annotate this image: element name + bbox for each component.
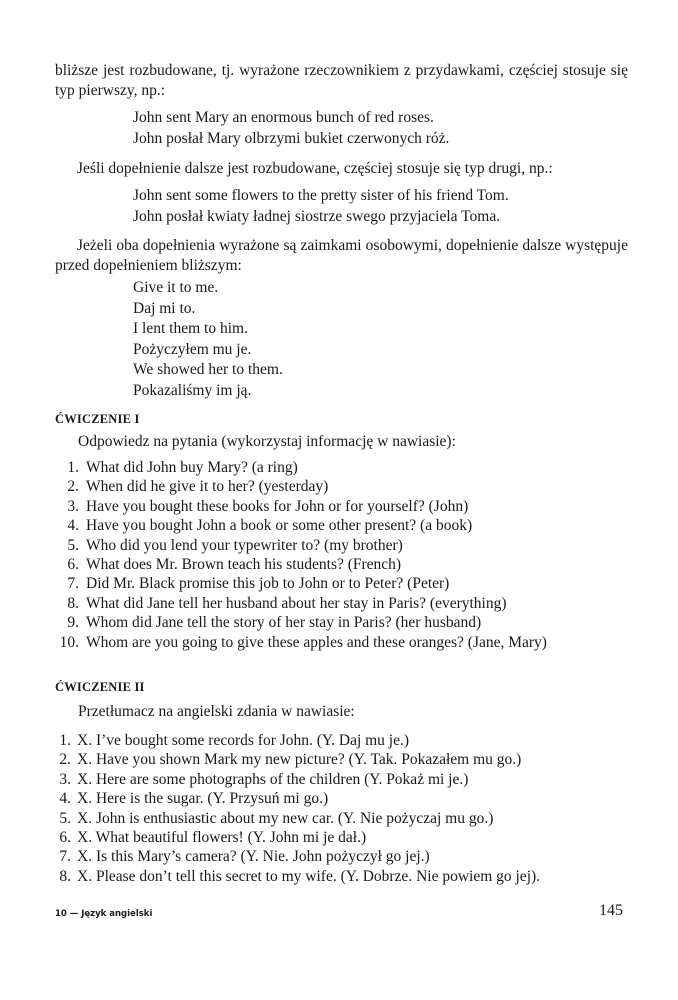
list-item	[55, 458, 628, 477]
list-item	[55, 867, 628, 886]
item-text: What does Mr. Brown teach his students? (French)	[86, 556, 402, 574]
example-block-3	[133, 278, 283, 401]
item-number: 5.	[67, 536, 79, 554]
item-text: Have you bought these books for John or for yourself? (John)	[86, 497, 469, 515]
item-text: X. Here are some photographs of the children (Y. Pokaż mi je.)	[77, 770, 469, 788]
exercise-2-heading: ĆWICZENIE II	[55, 680, 145, 694]
item-number: 1.	[59, 732, 71, 749]
list-item	[55, 516, 628, 535]
list-item	[55, 536, 628, 555]
exercise-2-list	[55, 731, 628, 886]
example-line: John sent Mary an enormous bunch of red roses.	[133, 109, 434, 126]
example-line: Give it to me.	[133, 279, 219, 296]
page-number: 145	[599, 902, 623, 919]
signature-mark: 10 — Język angielski	[55, 909, 153, 919]
list-item	[55, 594, 628, 613]
item-number: 6.	[59, 829, 71, 847]
list-item	[55, 847, 628, 866]
item-number: 8.	[67, 594, 79, 612]
item-text: Who did you lend your typewriter to? (my brother)	[86, 536, 403, 554]
example-line: I lent them to him.	[133, 320, 248, 337]
item-number: 3.	[67, 497, 79, 515]
list-item	[55, 574, 628, 593]
item-text: X. What beautiful flowers! (Y. John mi je dał.)	[77, 829, 367, 847]
list-item	[55, 789, 628, 808]
item-text: What did John buy Mary? (a ring)	[86, 459, 298, 476]
item-number: 8.	[59, 867, 71, 885]
item-text: X. I’ve bought some records for John. (Y. Daj mu je.)	[77, 732, 410, 749]
list-item	[55, 731, 628, 750]
item-number: 2.	[67, 478, 79, 496]
item-number: 5.	[59, 809, 71, 827]
item-number: 7.	[67, 575, 79, 593]
list-item	[55, 809, 628, 828]
list-item	[55, 633, 628, 652]
example-line: John sent some flowers to the pretty sister of his friend Tom.	[133, 187, 509, 204]
item-number: 2.	[59, 751, 71, 769]
item-number: 4.	[59, 790, 71, 808]
exercise-1-instruction: Odpowiedz na pytania (wykorzystaj informację w nawiasie):	[78, 433, 456, 450]
list-item	[55, 750, 628, 769]
item-text: X. Here is the sugar. (Y. Przysuń mi go.)	[77, 790, 329, 808]
item-text: What did Jane tell her husband about her stay in Paris? (everything)	[86, 594, 507, 612]
list-item	[55, 828, 628, 847]
example-line: We showed her to them.	[133, 361, 283, 378]
exercise-2-instruction: Przetłumacz na angielski zdania w nawiasie:	[78, 703, 355, 720]
example-line: Daj mi to.	[133, 299, 196, 317]
paragraph-3: Jeżeli oba dopełnienia wyrażone są zaimkami osobowymi, dopełnienie dalsze występuje przed dopełnieniem bliższym:	[55, 237, 628, 274]
example-line: Pokazaliśmy im ją.	[133, 381, 252, 399]
list-item	[55, 477, 628, 496]
item-number: 10.	[59, 633, 79, 651]
paragraph-2: Jeśli dopełnienie dalsze jest rozbudowane, częściej stosuje się typ drugi, np.:	[77, 160, 553, 177]
item-text: When did he give it to her? (yesterday)	[86, 478, 329, 496]
example-line: John posłał Mary olbrzymi bukiet czerwonych róż.	[133, 129, 450, 147]
item-text: X. John is enthusiastic about my new car. (Y. Nie pożyczaj mu go.)	[77, 809, 494, 827]
item-number: 3.	[59, 770, 71, 788]
item-text: X. Is this Mary’s camera? (Y. Nie. John pożyczył go jej.)	[77, 848, 430, 866]
list-item	[55, 497, 628, 516]
item-number: 1.	[67, 459, 79, 476]
example-block-2	[133, 186, 509, 227]
item-text: Did Mr. Black promise this job to John or to Peter? (Peter)	[86, 575, 450, 593]
example-block-1	[133, 108, 449, 149]
example-line: Pożyczyłem mu je.	[133, 340, 252, 358]
exercise-1-list	[55, 458, 628, 652]
item-number: 6.	[67, 556, 79, 574]
item-number: 4.	[67, 517, 79, 535]
item-text: Whom are you going to give these apples and these oranges? (Jane, Mary)	[86, 633, 547, 651]
item-text: X. Have you shown Mark my new picture? (Y. Tak. Pokazałem mu go.)	[77, 751, 522, 769]
list-item	[55, 613, 628, 632]
exercise-1-heading: ĆWICZENIE I	[55, 412, 140, 426]
paragraph-1: bliższe jest rozbudowane, tj. wyrażone rzeczownikiem z przydawkami, częściej stosuje się typ pierwszy, np.:	[55, 62, 628, 99]
list-item	[55, 555, 628, 574]
item-text: Whom did Jane tell the story of her stay in Paris? (her husband)	[86, 614, 482, 632]
item-number: 7.	[59, 848, 71, 866]
item-number: 9.	[67, 614, 79, 632]
list-item	[55, 770, 628, 789]
example-line: John posłał kwiaty ładnej siostrze swego przyjaciela Toma.	[133, 207, 501, 225]
item-text: Have you bought John a book or some other present? (a book)	[86, 517, 473, 535]
item-text: X. Please don’t tell this secret to my wife. (Y. Dobrze. Nie powiem go jej).	[77, 867, 541, 885]
